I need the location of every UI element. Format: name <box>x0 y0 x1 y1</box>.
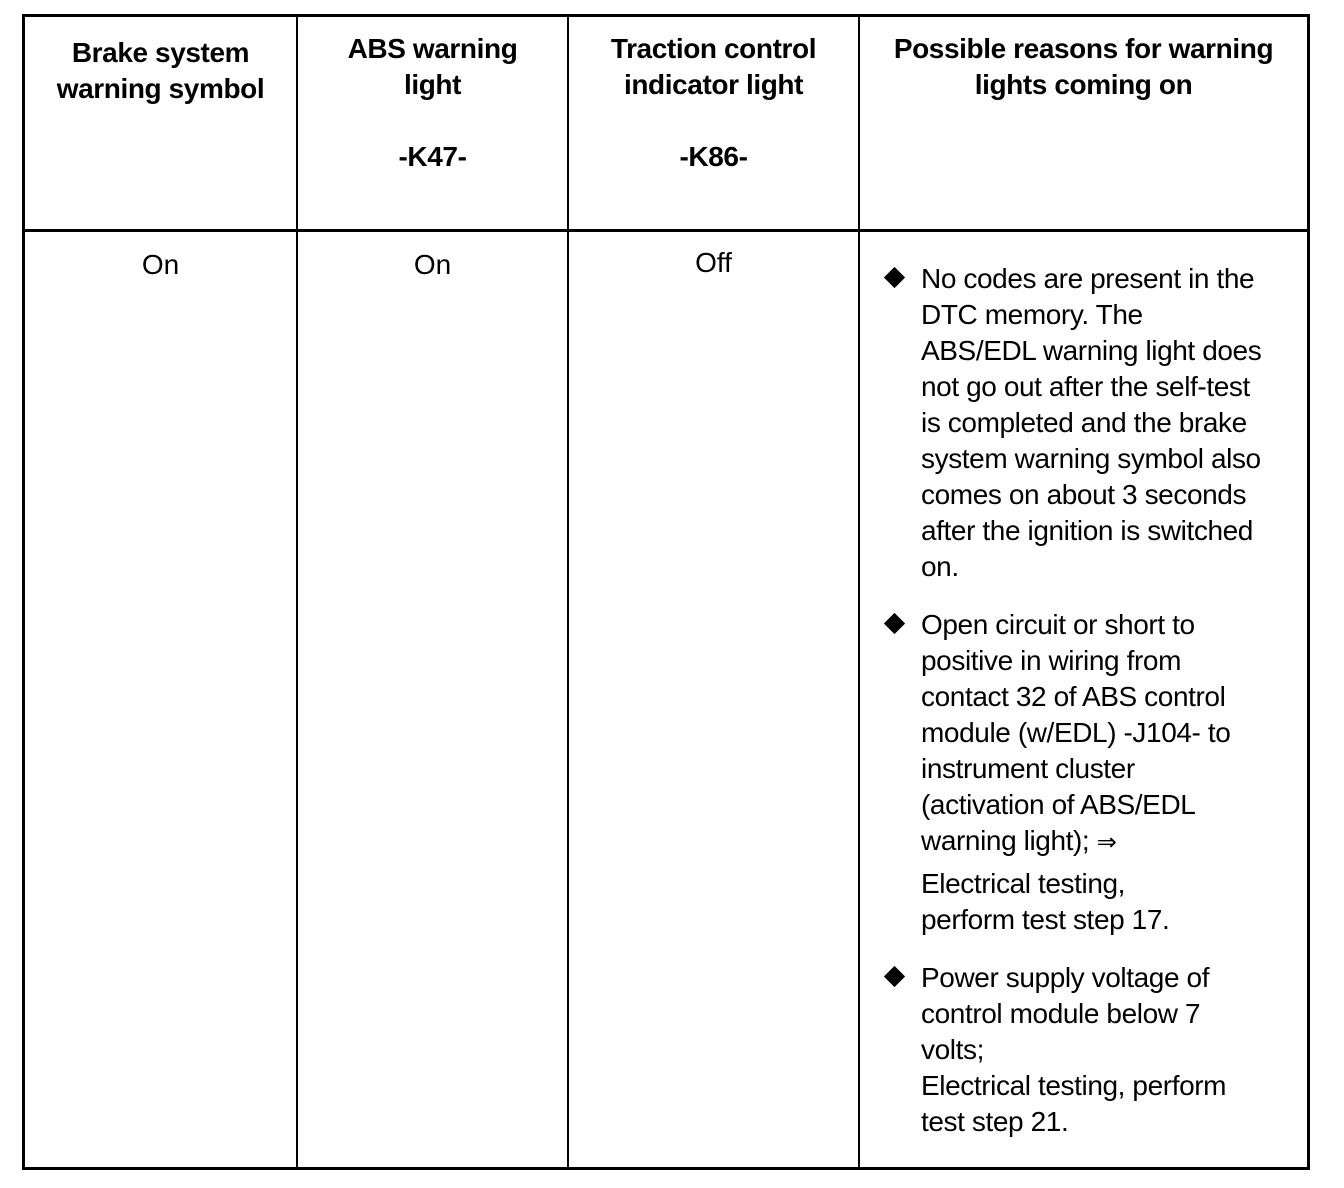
header-traction-line1: Traction control <box>610 33 817 64</box>
reason-text-line: module (w/EDL) -J104- to <box>921 717 1231 748</box>
reason-text-line: system warning symbol also <box>921 443 1261 474</box>
reason-item <box>885 261 1305 585</box>
reason-text-line: positive in wiring from <box>921 645 1181 676</box>
header-reasons-line2: lights coming on <box>974 69 1193 100</box>
reason-text-line: Open circuit or short to <box>921 609 1195 640</box>
header-traction-control <box>569 31 858 175</box>
reason-text-line: control module below 7 <box>921 998 1201 1029</box>
reason-text-line: Power supply voltage of <box>921 962 1210 993</box>
reason-text-fragment: warning light); <box>921 825 1090 856</box>
reason-text-line: is completed and the brake <box>921 407 1247 438</box>
reason-item <box>885 607 1305 938</box>
cell-brake-status: On <box>141 249 180 280</box>
header-traction-line2: indicator light <box>623 69 804 100</box>
cell-traction-status: Off <box>695 247 732 278</box>
reason-text-line: No codes are present in the <box>921 263 1255 294</box>
header-divider <box>25 229 1307 232</box>
reason-text-line: test step 21. <box>921 1106 1069 1137</box>
warning-light-table <box>22 14 1310 1170</box>
header-reasons-line1: Possible reasons for warning <box>893 33 1274 64</box>
reason-text-line: volts; <box>921 1034 984 1065</box>
link-arrow-icon[interactable]: ⇒ <box>1096 828 1117 856</box>
reason-text-line: DTC memory. The <box>921 299 1143 330</box>
diamond-bullet-icon <box>884 267 905 288</box>
reason-text-line: on. <box>921 551 959 582</box>
header-abs-warning-light <box>298 31 567 175</box>
header-possible-reasons <box>860 31 1307 103</box>
reason-text-line <box>921 823 1305 860</box>
reason-text-line: comes on about 3 seconds <box>921 479 1247 510</box>
reason-text-line: ABS/EDL warning light does <box>921 335 1262 366</box>
reason-text-line: not go out after the self-test <box>921 371 1250 402</box>
reason-item <box>885 960 1305 1140</box>
header-abs-code: -K47- <box>398 141 467 172</box>
column-divider <box>296 17 298 1167</box>
cell-possible-reasons <box>885 261 1305 1162</box>
reason-text-line: contact 32 of ABS control <box>921 681 1226 712</box>
header-brake-system <box>25 35 296 107</box>
header-traction-code: -K86- <box>679 141 748 172</box>
diamond-bullet-icon <box>884 613 905 634</box>
reason-text-line: (activation of ABS/EDL <box>921 789 1196 820</box>
header-brake-line1: Brake system <box>71 37 250 68</box>
cell-abs-status: On <box>413 249 452 280</box>
header-brake-line2: warning symbol <box>56 73 265 104</box>
header-abs-line1: ABS warning <box>347 33 518 64</box>
column-divider <box>567 17 569 1167</box>
reason-text-line: Electrical testing, perform <box>921 1070 1227 1101</box>
reason-text-line: after the ignition is switched <box>921 515 1253 546</box>
reason-text-line: instrument cluster <box>921 753 1135 784</box>
reason-text-line: Electrical testing, <box>921 868 1126 899</box>
reason-text-line: perform test step 17. <box>921 904 1170 935</box>
diamond-bullet-icon <box>884 966 905 987</box>
header-abs-line2: light <box>403 69 462 100</box>
column-divider <box>858 17 860 1167</box>
